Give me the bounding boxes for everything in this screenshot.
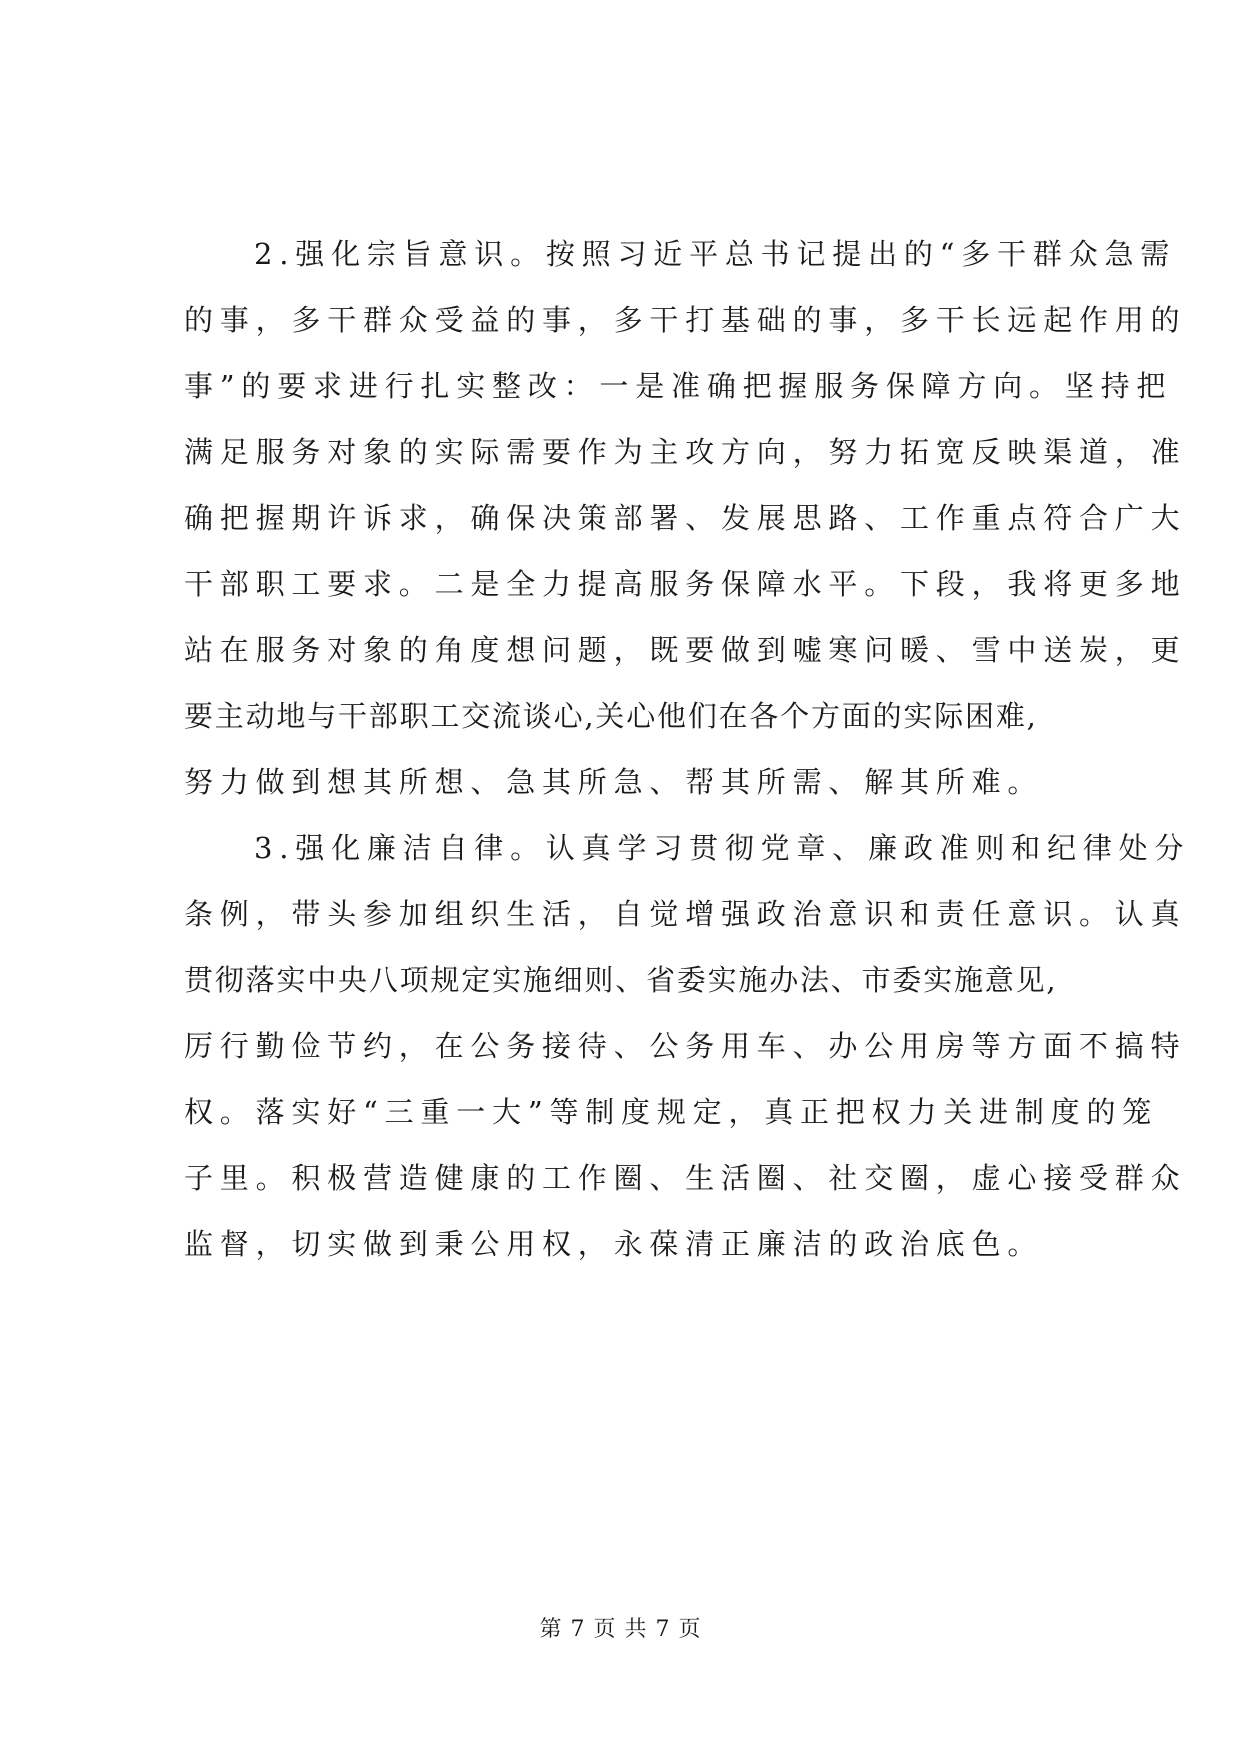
paragraph-line: 满足服务对象的实际需要作为主攻方向，努力拓宽反映渠道，准: [184, 435, 1187, 469]
paragraph-line: 权。落实好“三重一大”等制度规定，真正把权力关进制度的笼: [184, 1095, 1159, 1129]
paragraph-line: 努力做到想其所想、急其所急、帮其所需、解其所难。: [184, 765, 1044, 799]
paragraph-line: 确把握期许诉求，确保决策部署、发展思路、工作重点符合广大: [184, 501, 1187, 535]
paragraph-line: 条例，带头参加组织生活，自觉增强政治意识和责任意识。认真: [184, 897, 1187, 931]
paragraph-line: 干部职工要求。二是全力提高服务保障水平。下段，我将更多地: [184, 567, 1187, 601]
paragraph-line: 要主动地与干部职工交流谈心,关心他们在各个方面的实际困难,: [184, 699, 1038, 733]
body-text: [184, 236, 1191, 1292]
paragraph-line: 的事，多干群众受益的事，多干打基础的事，多干长远起作用的: [184, 303, 1187, 337]
paragraph-line: 子里。积极营造健康的工作圈、生活圈、社交圈，虚心接受群众: [184, 1161, 1187, 1195]
paragraph-line: 2.强化宗旨意识。按照习近平总书记提出的“多干群众急需: [254, 237, 1177, 271]
paragraph-line: 贯彻落实中央八项规定实施细则、省委实施办法、市委实施意见,: [184, 963, 1058, 997]
paragraph-line: 3.强化廉洁自律。认真学习贯彻党章、廉政准则和纪律处分: [254, 831, 1191, 865]
paragraph-line: 站在服务对象的角度想问题，既要做到嘘寒问暖、雪中送炭，更: [184, 633, 1187, 667]
paragraph-line: 厉行勤俭节约，在公务接待、公务用车、办公用房等方面不搞特: [184, 1029, 1187, 1063]
page-number-footer: 第 7 页 共 7 页: [539, 1617, 702, 1642]
paragraph-line: 监督，切实做到秉公用权，永葆清正廉洁的政治底色。: [184, 1227, 1044, 1261]
paragraph-2: [184, 236, 1187, 830]
paragraph-line: 事”的要求进行扎实整改：一是准确把握服务保障方向。坚持把: [184, 369, 1173, 403]
paragraph-3: [184, 830, 1191, 1292]
